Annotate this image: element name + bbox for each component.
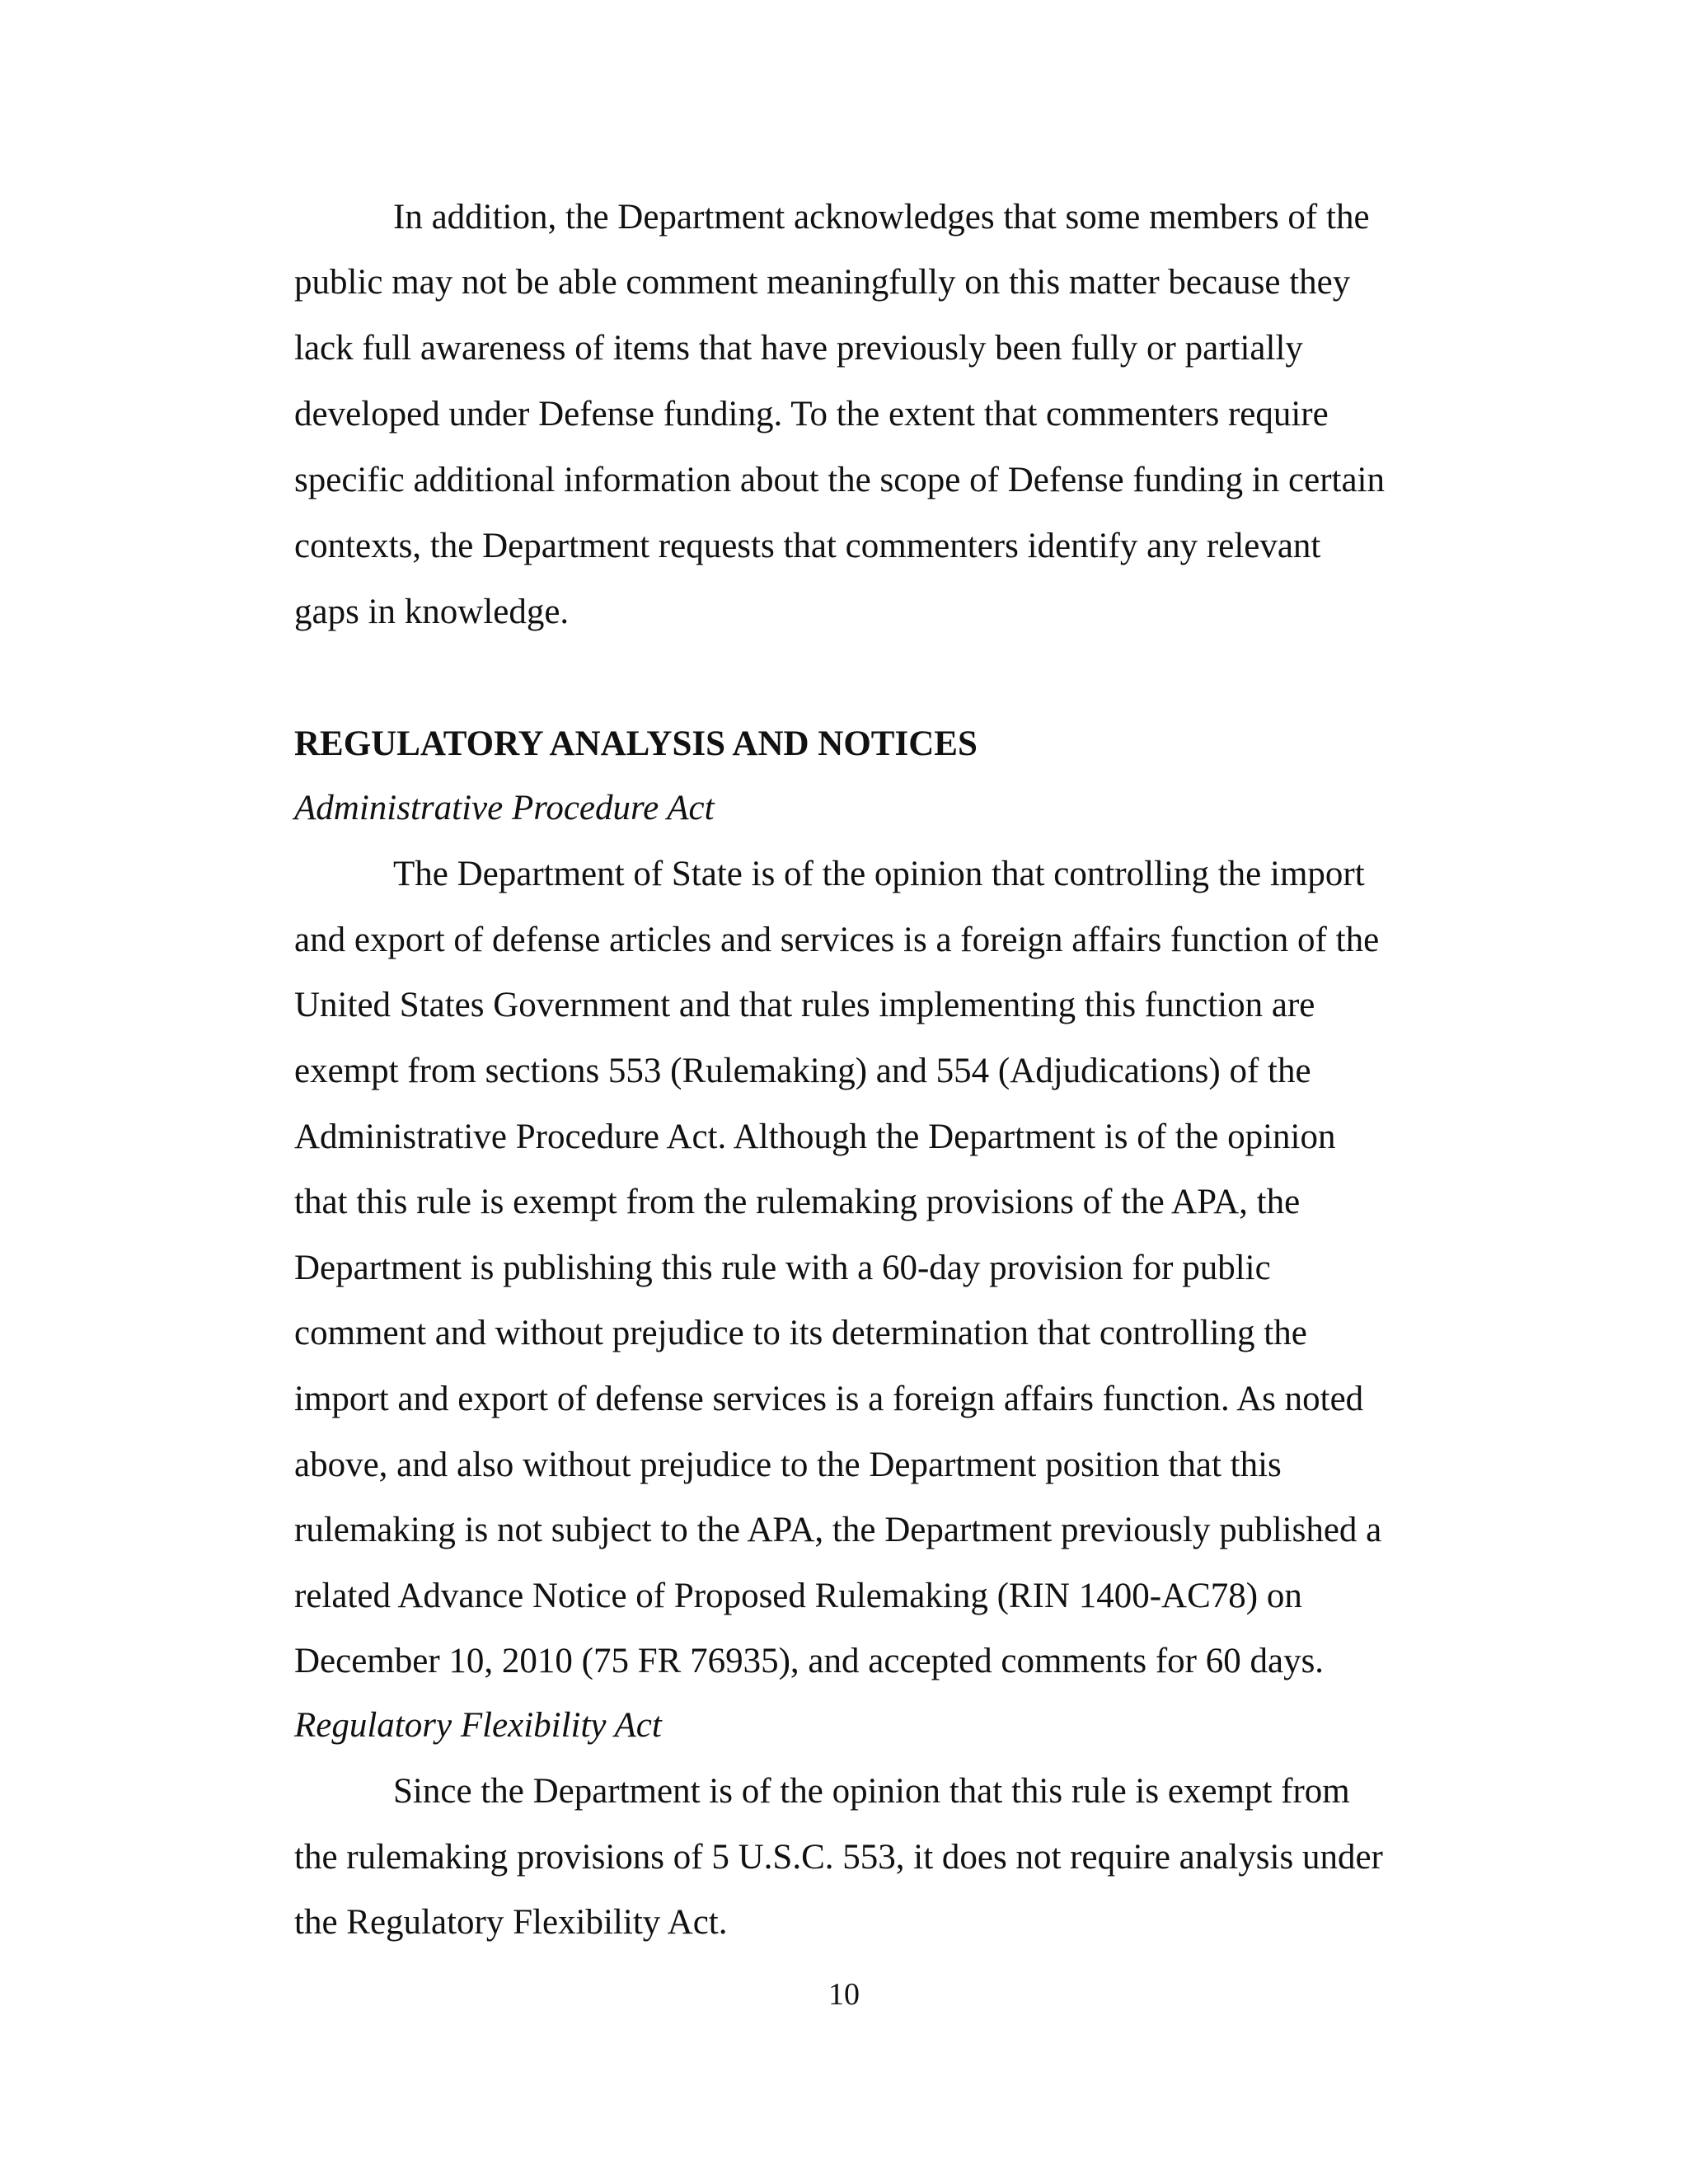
text-line: In addition, the Department acknowledges that some members of the — [393, 198, 1370, 237]
text-line: exempt from sections 553 (Rulemaking) and 554 (Adjudications) of the — [294, 1052, 1311, 1090]
section-heading: REGULATORY ANALYSIS AND NOTICES — [294, 724, 978, 763]
text-line: The Department of State is of the opinion that controlling the import — [393, 855, 1365, 893]
text-line: the Regulatory Flexibility Act. — [294, 1903, 728, 1942]
subheading-apa: Administrative Procedure Act — [294, 789, 715, 827]
text-line: specific additional information about the scope of Defense funding in certain — [294, 461, 1386, 499]
text-line: import and export of defense services is a foreign affairs function. As noted — [294, 1380, 1364, 1418]
text-line: comment and without prejudice to its determination that controlling the — [294, 1314, 1307, 1352]
subheading-rfa: Regulatory Flexibility Act — [294, 1706, 662, 1745]
text-line: and export of defense articles and services is a foreign affairs function of the — [294, 921, 1380, 959]
text-line: Administrative Procedure Act. Although the Department is of the opinion — [294, 1118, 1336, 1156]
text-line: lack full awareness of items that have previously been fully or partially — [294, 329, 1303, 368]
page-number: 10 — [828, 1977, 860, 2012]
text-line: gaps in knowledge. — [294, 593, 570, 631]
text-line: Since the Department is of the opinion that this rule is exempt from — [393, 1772, 1350, 1811]
text-line: the rulemaking provisions of 5 U.S.C. 553, it does not require analysis under — [294, 1838, 1383, 1877]
text-line: developed under Defense funding. To the extent that commenters require — [294, 395, 1329, 434]
text-line: rulemaking is not subject to the APA, the Department previously published a — [294, 1511, 1382, 1549]
text-line: related Advance Notice of Proposed Rulemaking (RIN 1400-AC78) on — [294, 1577, 1302, 1615]
text-line: December 10, 2010 (75 FR 76935), and accepted comments for 60 days. — [294, 1642, 1325, 1680]
text-line: contexts, the Department requests that commenters identify any relevant — [294, 527, 1321, 565]
text-line: Department is publishing this rule with a 60-day provision for public — [294, 1249, 1271, 1287]
text-line: United States Government and that rules implementing this function are — [294, 986, 1315, 1024]
text-line: above, and also without prejudice to the Department position that this — [294, 1446, 1282, 1484]
text-line: public may not be able comment meaningfully on this matter because they — [294, 263, 1351, 302]
text-line: that this rule is exempt from the rulemaking provisions of the APA, the — [294, 1183, 1301, 1221]
